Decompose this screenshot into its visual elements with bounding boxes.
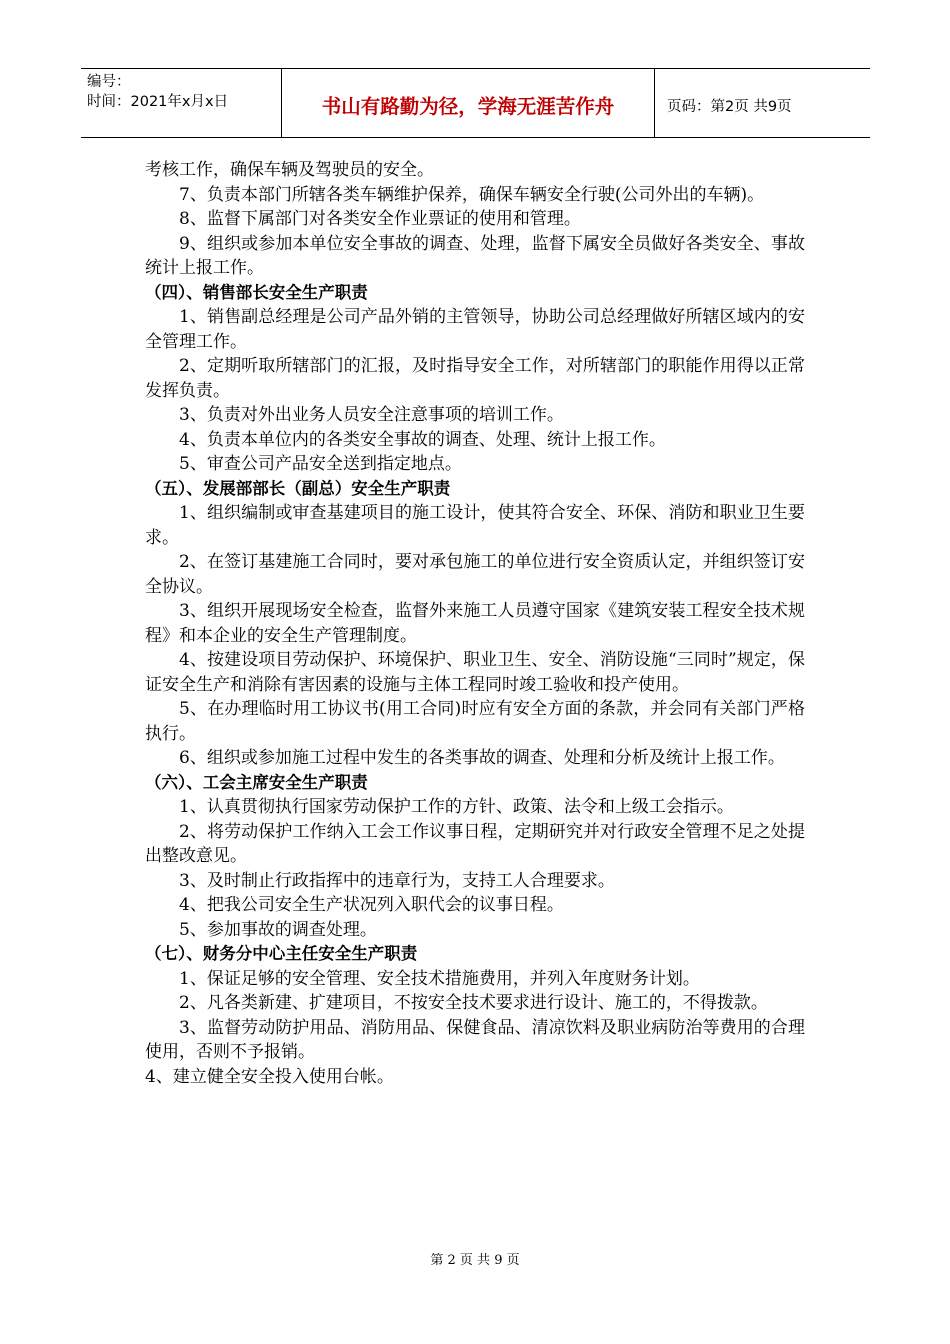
paragraph: 考核工作，确保车辆及驾驶员的安全。: [145, 160, 434, 180]
section-heading: （五）、发展部部长（副总）安全生产职责: [145, 478, 451, 498]
paragraph: 5、参加事故的调查处理。: [179, 919, 377, 940]
paragraph: 4、把我公司安全生产状况列入职代会的议事日程。: [179, 895, 564, 915]
paragraph: 1、认真贯彻执行国家劳动保护工作的方针、政策、法令和上级工会指示。: [179, 797, 734, 817]
page-footer: 第 2 页 共 9 页: [430, 1253, 520, 1268]
paragraph: 1、销售副总经理是公司产品外销的主管领导，协助公司总经理做好所辖区域内的安全管理工作。: [145, 307, 805, 352]
paragraph: 2、凡各类新建、扩建项目，不按安全技术要求进行设计、施工的，不得拨款。: [179, 993, 768, 1013]
document-body: [145, 158, 805, 1089]
section-heading: （四）、销售部长安全生产职责: [145, 282, 368, 302]
document-number-label: 编号：: [87, 74, 131, 90]
paragraph: 1、保证足够的安全管理、安全技术措施费用，并列入年度财务计划。: [179, 968, 700, 989]
paragraph: 5、在办理临时用工协议书(用工合同)时应有安全方面的条款，并会同有关部门严格执行。: [145, 699, 805, 744]
document-time-label: 时间：2021年x月x日: [87, 94, 229, 110]
paragraph: 8、监督下属部门对各类安全作业票证的使用和管理。: [179, 209, 581, 229]
paragraph: 3、负责对外出业务人员安全注意事项的培训工作。: [179, 405, 564, 425]
section-heading: （七）、财务分中心主任安全生产职责: [145, 944, 418, 963]
paragraph: 3、组织开展现场安全检查，监督外来施工人员遵守国家《建筑安装工程安全技术规程》和本企业的安全生产管理制度。: [145, 601, 805, 646]
paragraph: 5、审查公司产品安全送到指定地点。: [179, 454, 462, 474]
paragraph: 4、建立健全安全投入使用台帐。: [145, 1066, 394, 1087]
paragraph: 7、负责本部门所辖各类车辆维护保养，确保车辆安全行驶(公司外出的车辆)。: [179, 184, 765, 205]
paragraph: 3、监督劳动防护用品、消防用品、保健食品、清凉饮料及职业病防治等费用的合理使用，否则不予报销。: [145, 1017, 805, 1062]
paragraph: 2、将劳动保护工作纳入工会工作议事日程，定期研究并对行政安全管理不足之处提出整改意见。: [145, 821, 805, 866]
page-header: [81, 68, 870, 138]
paragraph: 2、定期听取所辖部门的汇报，及时指导安全工作，对所辖部门的职能作用得以正常发挥负责。: [145, 356, 805, 401]
header-page-code: 页码：第2页 共9页: [667, 98, 792, 115]
paragraph: 4、按建设项目劳动保护、环境保护、职业卫生、安全、消防设施“三同时”规定，保证安全生产和消除有害因素的设施与主体工程同时竣工验收和投产使用。: [145, 650, 805, 695]
paragraph: 6、组织或参加施工过程中发生的各类事故的调查、处理和分析及统计上报工作。: [179, 748, 785, 768]
paragraph: 4、负责本单位内的各类安全事故的调查、处理、统计上报工作。: [179, 429, 666, 450]
header-meta: [81, 69, 282, 137]
paragraph: 3、及时制止行政指挥中的违章行为，支持工人合理要求。: [179, 870, 615, 891]
paragraph: 9、组织或参加本单位安全事故的调查、处理，监督下属安全员做好各类安全、事故统计上报工作。: [145, 233, 805, 278]
header-slogan: 书山有路勤为径，学海无涯苦作舟: [282, 69, 655, 137]
section-heading: （六）、工会主席安全生产职责: [145, 772, 368, 792]
paragraph: 2、在签订基建施工合同时，要对承包施工的单位进行安全资质认定，并组织签订安全协议。: [145, 552, 805, 597]
paragraph: 1、组织编制或审查基建项目的施工设计，使其符合安全、环保、消防和职业卫生要求。: [145, 503, 805, 548]
